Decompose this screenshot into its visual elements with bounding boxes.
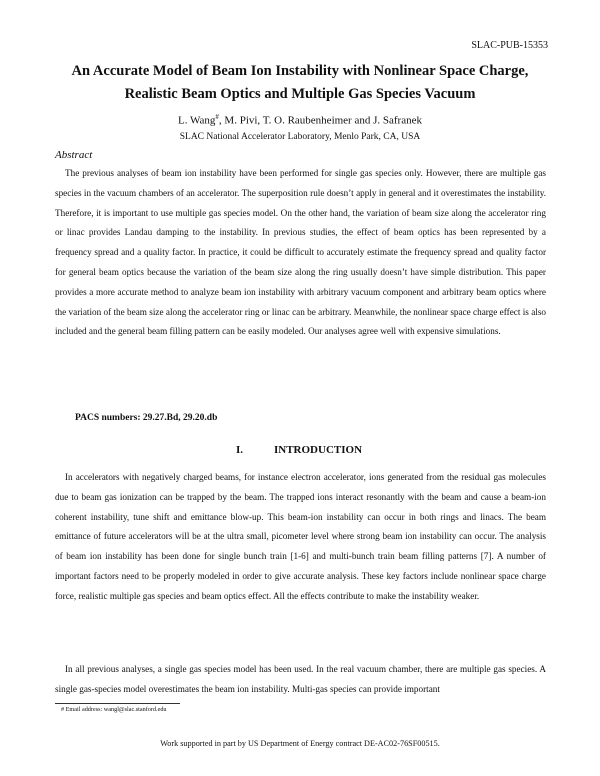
paper-title xyxy=(40,60,560,106)
intro-paragraph-1: In accelerators with negatively charged beams, for instance electron accelerator, ions generated from the residual gas molecules due to beam gas ionization can be trapped by the beam. The trapped ions interact resonantly with the beam and cause a beam-ion coherent instability, tune shift and emittance blow-up. This beam-ion instability can occur in both rings and linacs. The beam emittance of future accelerators will be at the ultra small, picometer level where strong beam ion instability can occur. The analysis of beam ion instability has been done for single bunch train [1-6] and multi-bunch train beam filling patterns [7]. A number of important factors need to be properly modeled in order to give accurate analysis. These key factors include nonlinear space charge force, realistic multiple gas species and beam optics effect. All the effects contribute to make the instability weaker. xyxy=(55,472,546,601)
title-line-2: Realistic Beam Optics and Multiple Gas Species Vacuum xyxy=(124,86,476,102)
intro-paragraph-1-block xyxy=(55,468,546,607)
footnote-divider xyxy=(55,703,180,704)
report-id: SLAC-PUB-15353 xyxy=(471,40,548,51)
intro-paragraph-2-block xyxy=(55,660,546,700)
footnote-email: # Email address: wangl@slac.stanford.edu xyxy=(61,706,167,713)
author-footnote-mark: # xyxy=(215,113,219,121)
abstract-heading: Abstract xyxy=(55,149,93,161)
affiliation: SLAC National Accelerator Laboratory, Menlo Park, CA, USA xyxy=(179,132,421,142)
pacs-numbers: PACS numbers: 29.27.Bd, 29.20.db xyxy=(75,413,218,423)
first-author: L. Wang xyxy=(178,114,216,127)
abstract-paragraph: The previous analyses of beam ion instability have been performed for single gas species only. However, there are multiple gas species in the vacuum chambers of an accelerator. The superposition rule doesn’t apply in general and it overestimates the instability. Therefore, it is important to use multiple gas species model. On the other hand, the variation of beam size along the accelerator ring or linac provides Landau damping to the instability. In previous studies, the effect of beam optics has been represented by a frequency spread and a quality factor. In practice, it could be difficult to accurately estimate the frequency spread and quality factor for general beam optics because the variation of the beam size along the ring usually doesn’t have simple distribution. This paper provides a more accurate method to analyze beam ion instability with arbitrary vacuum component and arbitrary beam optics where the variation of the beam size along the accelerator ring or linac can be arbitrary. Meanwhile, the nonlinear space charge effect is also included and the general beam filling pattern can be easily modeled. Our analyses agree well with expensive simulations. xyxy=(55,168,546,337)
abstract-body xyxy=(55,164,546,342)
funding-note: Work supported in part by US Department of Energy contract DE-AC02-76SF00515. xyxy=(160,739,440,748)
title-line-1: An Accurate Model of Beam Ion Instability with Nonlinear Space Charge, xyxy=(71,63,529,79)
other-authors: , M. Pivi, T. O. Raubenheimer and J. Safranek xyxy=(218,114,422,127)
author-list xyxy=(40,113,560,127)
intro-paragraph-2: In all previous analyses, a single gas species model has been used. In the real vacuum chamber, there are multiple gas species. A single gas-species model overestimates the beam ion instability. Multi-gas species can provide important xyxy=(55,664,546,694)
section-number: I. xyxy=(236,444,244,456)
section-title: INTRODUCTION xyxy=(274,444,363,456)
